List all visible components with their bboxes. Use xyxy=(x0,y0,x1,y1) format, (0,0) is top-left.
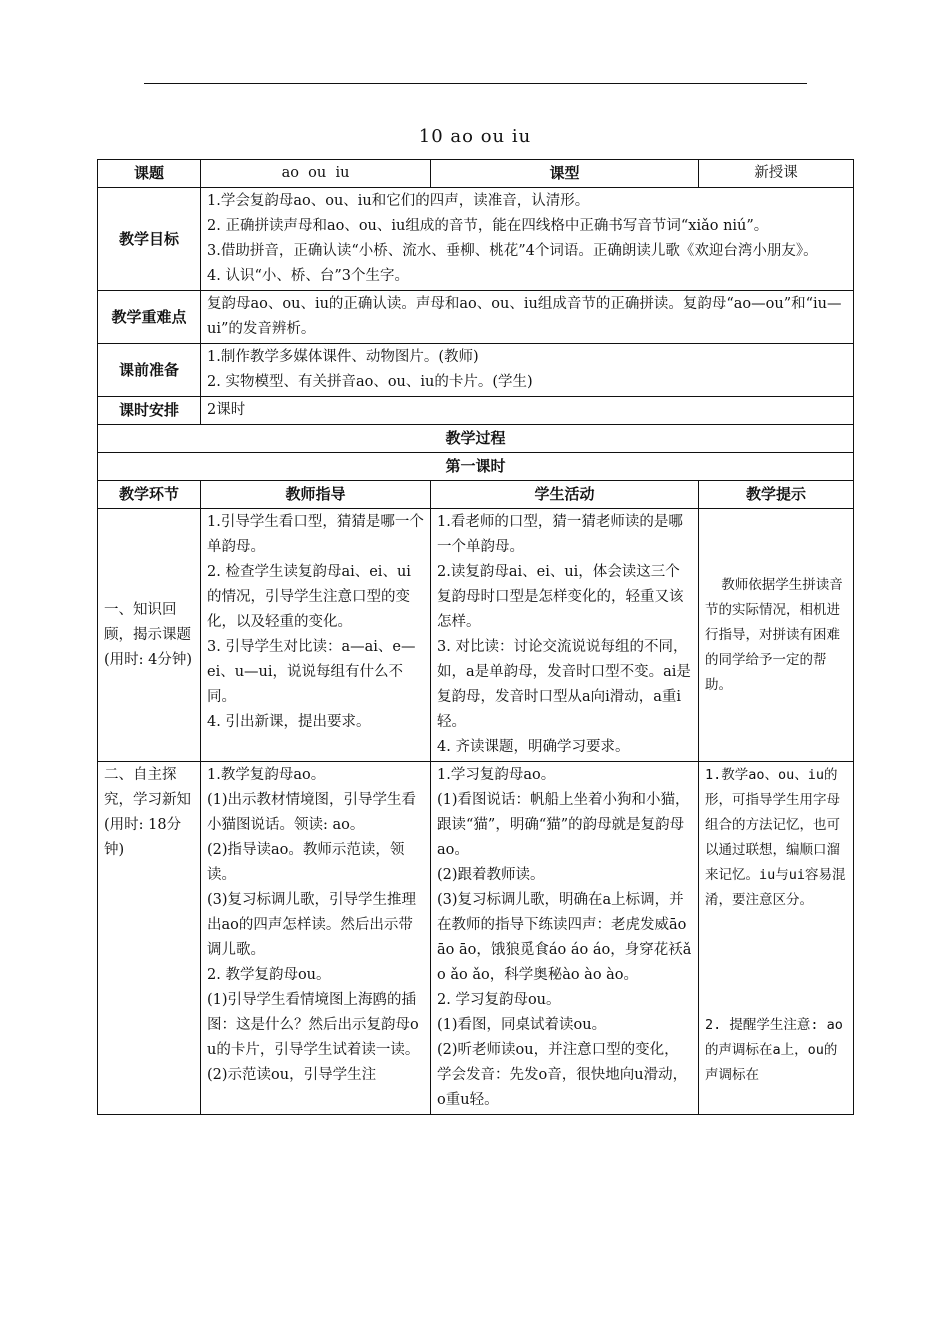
column-header-teacher: 教师指导 xyxy=(201,481,431,509)
teacher-cell xyxy=(201,509,431,762)
student-item: (1)看图说话：帆船上坐着小狗和小猫，跟读“猫”，明确“猫”的韵母就是复韵母ao。 xyxy=(437,792,690,858)
prep-label: 课前准备 xyxy=(98,344,201,397)
key-points-label: 教学重难点 xyxy=(98,291,201,344)
stage-cell: 一、知识回顾，揭示课题(用时: 4分钟) xyxy=(98,509,201,762)
teacher-item: (2)指导读ao。教师示范读，领读。 xyxy=(207,842,405,883)
teacher-item: (1)引导学生看情境图上海鸥的插图：这是什么？然后出示复韵母ou的卡片，引导学生试着读一读。 xyxy=(207,992,420,1058)
teacher-item: 1.教学复韵母ao。 xyxy=(207,767,326,783)
teacher-item: (2)示范读ou，引导学生注 xyxy=(207,1067,377,1083)
header-rule xyxy=(144,83,807,84)
student-cell xyxy=(431,762,699,1115)
tips-cell xyxy=(699,762,854,1115)
student-item: (1)看图，同桌试着读ou。 xyxy=(437,1017,607,1033)
lesson-title: 第一课时 xyxy=(98,453,854,481)
teacher-item: 3. 引导学生对比读：a—ai、e—ei、u—ui，说说每组有什么不同。 xyxy=(207,639,416,705)
goals-content xyxy=(201,188,854,291)
type-label: 课型 xyxy=(431,160,699,188)
topic-label: 课题 xyxy=(98,160,201,188)
student-item: (2)跟着教师读。 xyxy=(437,867,545,883)
teacher-item: 2. 检查学生读复韵母ai、ei、ui的情况，引导学生注意口型的变化，以及轻重的变化。 xyxy=(207,564,411,630)
prep-item: 2. 实物模型、有关拼音ao、ou、iu的卡片。(学生) xyxy=(207,374,533,390)
teacher-item: (3)复习标调儿歌，引导学生推理出ao的四声怎样读。然后出示带调儿歌。 xyxy=(207,892,417,958)
column-header-student: 学生活动 xyxy=(431,481,699,509)
teacher-item: 4. 引出新课，提出要求。 xyxy=(207,714,371,730)
table-row xyxy=(98,509,854,762)
student-item: 1.看老师的口型，猜一猜老师读的是哪一个单韵母。 xyxy=(437,514,683,555)
teacher-item: 1.引导学生看口型，猜猜是哪一个单韵母。 xyxy=(207,514,424,555)
tip-item: 1.教学ao、ou、iu的形，可指导学生用字母组合的方法记忆，也可以通过联想，编顺口溜来记忆。iu与ui容易混淆，要注意区分。 xyxy=(705,767,846,908)
type-value: 新授课 xyxy=(699,160,854,188)
process-title: 教学过程 xyxy=(98,425,854,453)
prep-item: 1.制作教学多媒体课件、动物图片。(教师) xyxy=(207,349,479,365)
student-cell xyxy=(431,509,699,762)
tip-item: 2. 提醒学生注意: ao的声调标在a上，ou的声调标在 xyxy=(705,1017,843,1083)
student-item: 2. 学习复韵母ou。 xyxy=(437,992,561,1008)
tips-cell: 教师依据学生拼读音节的实际情况，相机进行指导，对拼读有困难的同学给予一定的帮助。 xyxy=(699,509,854,762)
key-points-text: 复韵母ao、ou、iu的正确认读。声母和ao、ou、iu组成音节的正确拼读。复韵母“ao—ou”和“iu—ui”的发音辨析。 xyxy=(201,291,854,344)
schedule-value: 2课时 xyxy=(201,397,854,425)
goals-label: 教学目标 xyxy=(98,188,201,291)
tip-spacer xyxy=(705,913,847,1013)
goal-item: 2. 正确拼读声母和ao、ou、iu组成的音节，能在四线格中正确书写音节词“xiǎo niú”。 xyxy=(207,218,769,234)
goal-item: 4. 认识“小、桥、台”3个生字。 xyxy=(207,268,409,284)
student-item: (3)复习标调儿歌，明确在a上标调，并在教师的指导下练读四声：老虎发威āo āo āo，饿狼觅食áo áo áo，身穿花袄ǎo ǎo ǎo，科学奥秘ào ào ào。 xyxy=(437,892,692,983)
column-header-stage: 教学环节 xyxy=(98,481,201,509)
teacher-item: 2. 教学复韵母ou。 xyxy=(207,967,331,983)
student-item: 3. 对比读：讨论交流说说每组的不同，如，a是单韵母，发音时口型不变。ai是复韵母，发音时口型从a向i滑动，a重i轻。 xyxy=(437,639,691,730)
schedule-label: 课时安排 xyxy=(98,397,201,425)
student-item: 2.读复韵母ai、ei、ui，体会读这三个复韵母时口型是怎样变化的，轻重又该怎样。 xyxy=(437,564,684,630)
student-item: 4. 齐读课题，明确学习要求。 xyxy=(437,739,630,755)
table-row xyxy=(98,762,854,1115)
student-item: (2)听老师读ou，并注意口型的变化，学会发音：先发o音，很快地向u滑动，o重u轻。 xyxy=(437,1042,688,1108)
teacher-item: (1)出示教材情境图，引导学生看小猫图说话。领读: ao。 xyxy=(207,792,417,833)
teacher-cell xyxy=(201,762,431,1115)
document-title: 10 ao ou iu xyxy=(418,126,532,147)
lesson-plan-table xyxy=(97,159,854,1115)
goal-item: 1.学会复韵母ao、ou、iu和它们的四声，读准音，认清形。 xyxy=(207,193,590,209)
stage-cell: 二、自主探究，学习新知(用时: 18分钟) xyxy=(98,762,201,1115)
student-item: 1.学习复韵母ao。 xyxy=(437,767,556,783)
prep-content xyxy=(201,344,854,397)
topic-value: ao ou iu xyxy=(201,160,431,188)
goal-item: 3.借助拼音，正确认读“小桥、流水、垂柳、桃花”4个词语。正确朗读儿歌《欢迎台湾小朋友》。 xyxy=(207,243,818,259)
column-header-tips: 教学提示 xyxy=(699,481,854,509)
